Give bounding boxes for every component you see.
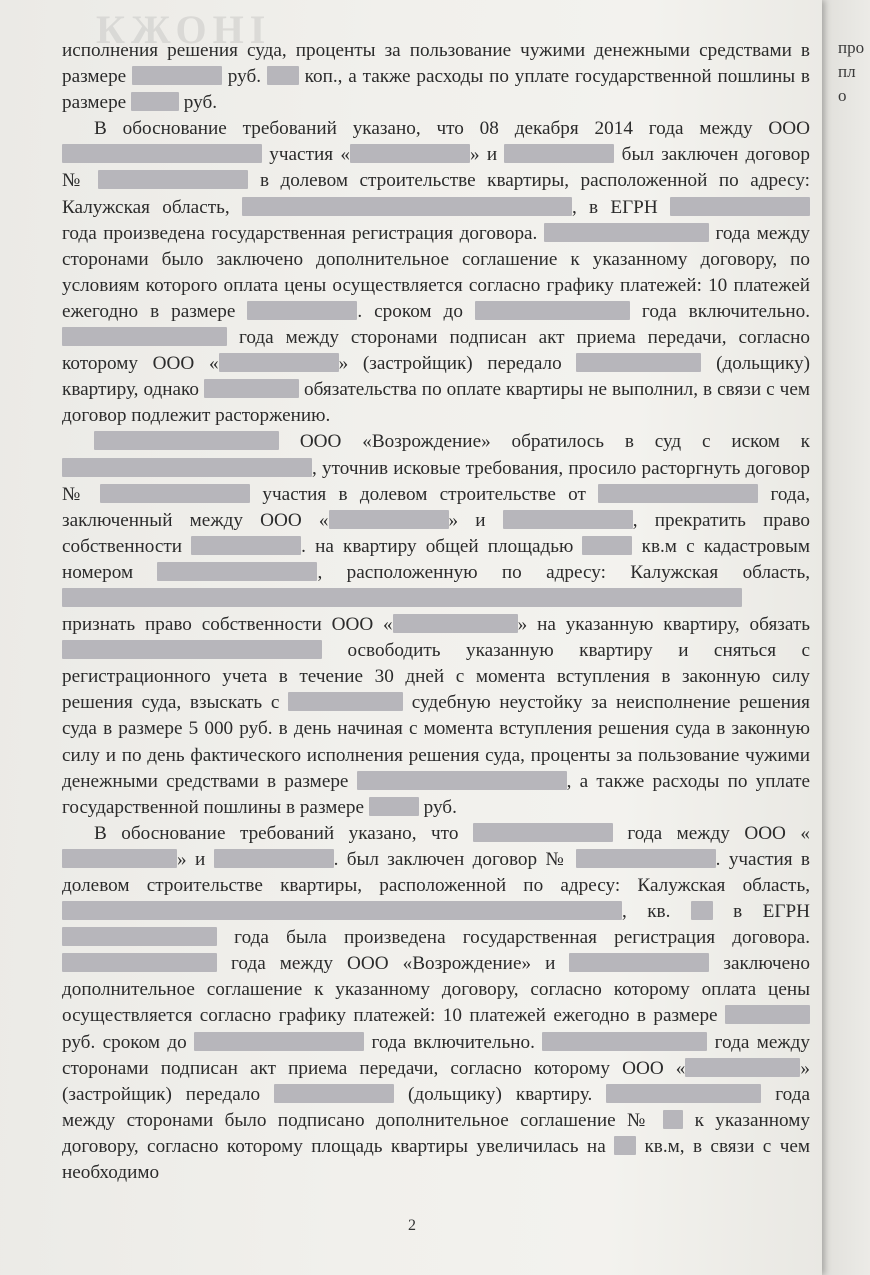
text-segment: (дольщику) квартиру, однако (62, 353, 810, 401)
redaction (98, 170, 248, 189)
redaction (357, 771, 567, 790)
text-segment: года между ООО « (612, 822, 810, 844)
document-body (62, 38, 810, 1186)
redaction (62, 458, 312, 477)
adjacent-line: пл (838, 62, 856, 81)
text-segment: судебную неустойку за неисполнение решения суда в размере 5 000 руб. в день начиная с момента вступления решения суда в законную силу и по день фактического исполнения решения суда, проценты за пользование чужими денежными средствами в размере (62, 692, 811, 792)
redaction (62, 144, 262, 163)
text-segment: года, заключенный между ООО « (62, 483, 811, 531)
redaction (503, 510, 633, 529)
text-segment: (дольщику) квартиру. (394, 1083, 607, 1105)
text-segment: года была произведена государственная регистрация договора. (217, 927, 810, 949)
text-segment: признать право собственности ООО « (62, 614, 393, 636)
text-segment: исполнения решения суда, проценты за пользование чужими денежными средствами в размере (62, 40, 810, 88)
text-segment: к указанному договору, согласно которому площадь квартиры увеличилась на (62, 1109, 811, 1157)
redaction (191, 536, 301, 555)
redaction (94, 431, 279, 450)
text-segment: в ЕГРН (712, 901, 810, 923)
paragraph-grounds-1 (62, 116, 810, 429)
redaction (62, 588, 742, 607)
text-segment: ООО «Возрождение» обратилось в суд с иском к (299, 431, 810, 453)
redaction (576, 353, 701, 372)
text-segment: коп., а также расходы по уплате государственной пошлины в размере (62, 66, 810, 114)
text-segment: , уточнив исковые требования, просило расторгнуть договор № (62, 457, 810, 505)
redaction (685, 1058, 800, 1077)
redaction (267, 66, 299, 85)
text-segment: руб. (178, 92, 218, 114)
redaction (62, 953, 217, 972)
redaction (598, 484, 758, 503)
text-segment: В обоснование требований указано, что (94, 822, 473, 844)
text-segment: кв.м, в связи с чем необходимо (62, 1135, 811, 1184)
text-segment: года включительно. (629, 300, 810, 322)
redaction (100, 484, 250, 503)
redaction (504, 144, 614, 163)
bleed-through-text: КЖОНІ (96, 7, 272, 52)
text-segment: года включительно. (364, 1031, 543, 1053)
redaction (288, 692, 403, 711)
page-number: 2 (408, 1217, 416, 1234)
redaction (606, 1084, 761, 1103)
redaction (725, 1005, 810, 1024)
text-segment: , кв. (622, 901, 691, 923)
text-segment: освободить указанную квартиру и сняться с регистрационного учета в течение 30 дней с момента вступления в законную силу решения суда, взыскать с (62, 640, 810, 714)
text-segment: » (застройщик) передало (338, 353, 577, 375)
text-segment: руб. (222, 66, 267, 88)
redaction (62, 849, 177, 868)
text-segment: обязательства по оплате квартиры не выполнил, в связи с чем договор подлежит расторжению. (62, 379, 810, 427)
redaction (569, 953, 709, 972)
redaction (132, 66, 222, 85)
redaction (473, 823, 613, 842)
text-segment: заключено дополнительное соглашение к указанному договору, согласно которому оплата цены осуществляется согласно графику платежей: 10 платежей ежегодно в размере (62, 953, 810, 1027)
text-segment: был заключен договор № (62, 144, 810, 192)
adjacent-line: про (838, 38, 865, 57)
text-segment: , прекратить право собственности (62, 509, 810, 557)
text-segment: , в ЕГРН (571, 196, 670, 218)
text-segment: в долевом строительстве квартиры, расположенной по адресу: Калужская область, (62, 170, 810, 218)
paragraph-continuation (62, 38, 810, 116)
adjacent-line: о (838, 86, 847, 105)
redaction (475, 301, 630, 320)
text-segment: года произведена государственная регистрация договора. (62, 222, 544, 244)
text-segment: , а также расходы по уплате государственной пошлины в размере (62, 770, 810, 818)
text-segment: участия в долевом строительстве от (250, 483, 599, 505)
redaction (62, 927, 217, 946)
text-segment: » и (177, 848, 214, 870)
redaction (329, 510, 449, 529)
redaction (131, 92, 179, 111)
redaction (614, 1136, 636, 1155)
redaction (214, 849, 334, 868)
redaction (663, 1110, 683, 1129)
text-segment: участия « (262, 144, 350, 166)
redaction (542, 1032, 707, 1051)
redaction (691, 901, 713, 920)
text-segment: . на квартиру общей площадью (301, 535, 583, 557)
text-segment: руб. (418, 796, 457, 818)
text-segment: года между ООО «Возрождение» и (217, 953, 570, 975)
text-segment: » (застройщик) передало (62, 1057, 810, 1105)
redaction (576, 849, 716, 868)
text-segment: В обоснование требований указано, что 08 декабря 2014 года между ООО (94, 118, 810, 140)
text-segment: . сроком до (357, 300, 475, 322)
text-segment: , расположенную по адресу: Калужская область, (317, 561, 810, 583)
redaction (544, 223, 709, 242)
paragraph-claim (62, 429, 810, 820)
adjacent-page-text (838, 36, 864, 108)
redaction (247, 301, 357, 320)
redaction (62, 901, 622, 920)
text-segment: года между сторонами было заключено дополнительное соглашение к указанному договору, по условиям которого оплата цены осуществляется согласно графику платежей: 10 платежей ежегодно в размере (62, 222, 810, 322)
redaction (274, 1084, 394, 1103)
text-segment: . участия в долевом строительстве квартиры, расположенной по адресу: Калужская область, (62, 848, 810, 896)
text-segment: года между сторонами подписан акт приема передачи, согласно которому ООО « (62, 1031, 810, 1079)
redaction (204, 379, 299, 398)
redaction (350, 144, 470, 163)
text-segment: руб. сроком до (62, 1031, 195, 1053)
text-segment: кв.м с кадастровым номером (62, 535, 810, 583)
redaction (194, 1032, 364, 1051)
redaction (219, 353, 339, 372)
redaction (670, 197, 810, 216)
redaction (393, 614, 518, 633)
text-segment: года между сторонами подписан акт приема передачи, согласно которому ООО « (62, 327, 810, 375)
redaction (62, 640, 322, 659)
redaction (369, 797, 419, 816)
redaction (582, 536, 632, 555)
text-segment: » на указанную квартиру, обязать (517, 614, 810, 636)
text-segment: . был заключен договор № (333, 848, 576, 870)
text-segment: » и (469, 144, 505, 166)
redaction (242, 197, 572, 216)
redaction (62, 327, 227, 346)
redaction (157, 562, 317, 581)
text-segment: » и (448, 509, 503, 531)
paragraph-grounds-2 (62, 821, 810, 1186)
text-segment: года между сторонами было подписано дополнительное соглашение № (62, 1083, 810, 1131)
